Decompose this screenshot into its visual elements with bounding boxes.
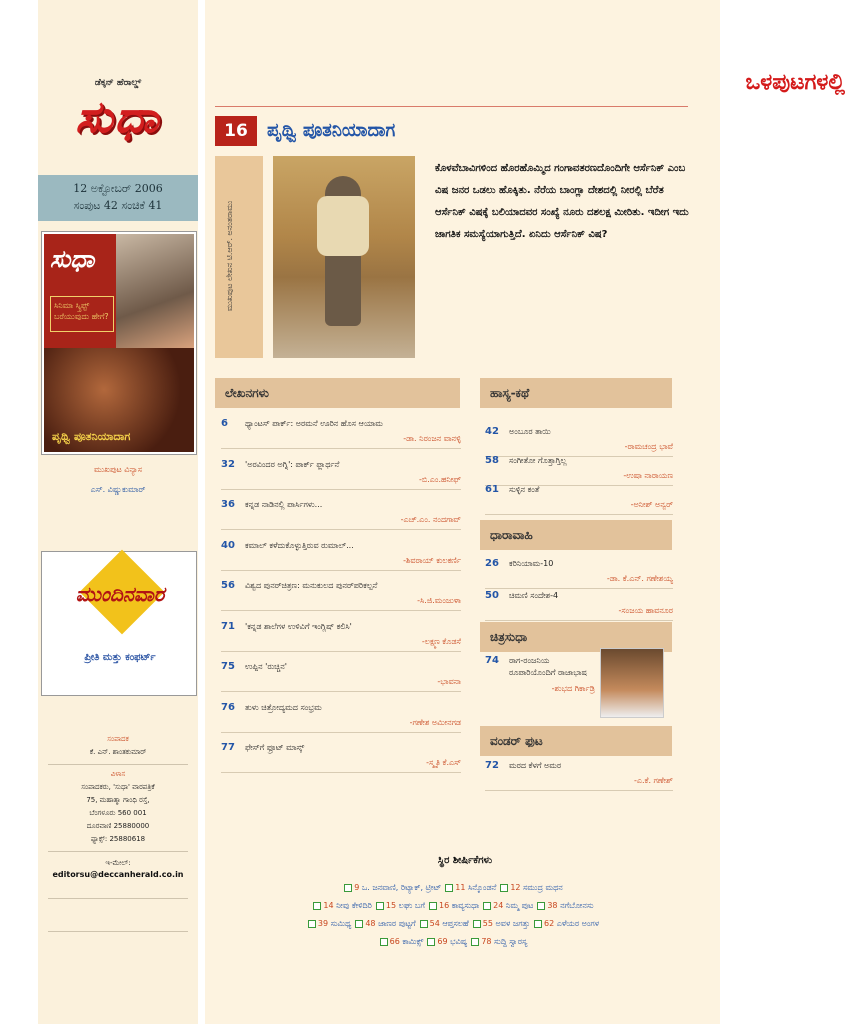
checkbox-icon [313, 902, 321, 910]
sthira-item[interactable] [416, 919, 469, 928]
feature-photo [273, 156, 415, 358]
entry-author: -ಡಾ. ನಿರಂಜನ ವಾನಳ್ಳಿ [403, 434, 461, 443]
address-line: ಸಂಪಾದಕರು, 'ಸುಧಾ' ವಾರಪತ್ರಿಕೆ [81, 783, 155, 791]
entry-rule [485, 588, 673, 589]
sthira-name: ನಿಮ್ಮ ಪುಟ [505, 901, 534, 910]
entry-page: 32 [221, 458, 235, 470]
email-link[interactable]: editorsu@deccanherald.co.in [52, 870, 184, 879]
entry-title: ಉಪ್ಪಿನ 'ರುಚ್ಚಿನ' [245, 662, 287, 671]
entry-page: 72 [485, 760, 499, 771]
checkbox-icon [308, 920, 316, 928]
sthira-item[interactable] [372, 901, 425, 910]
section-lekhana-head: ಲೇಖನಗಳು [215, 378, 460, 408]
editor-label: ಸಂಪಾದಕ [107, 735, 129, 743]
sthira-item[interactable] [423, 937, 467, 946]
entry-title: ಫೇಸ್‌ಗೆ ಫ್ರೂಟ್ ಮಾಸ್ಕ್ [245, 743, 305, 752]
sthira-line [215, 900, 688, 912]
checkbox-icon [483, 902, 491, 910]
section-chitra-head: ಚಿತ್ರಸುಧಾ [480, 622, 672, 652]
toc-entry[interactable] [221, 499, 461, 530]
issue-date: 12 ಅಕ್ಟೋಬರ್ 2006 [73, 182, 163, 195]
toc-entry[interactable] [485, 558, 673, 589]
entry-title: ವಿಶ್ವದ ಪುನರ್‌ಚಿತ್ರಣ: ಮನುಕುಲದ ಪುನರ್‌ಪರಿಕಲ್ಪನೆ [245, 581, 378, 590]
toc-entry[interactable] [221, 418, 461, 449]
entry-page: 40 [221, 539, 235, 551]
entry-rule [221, 529, 461, 530]
cover-title: ಪೃಥ್ವಿ ಪೂತನಿಯಾದಾಗ [52, 430, 131, 443]
toc-entry[interactable] [485, 760, 673, 791]
entry-rule [221, 489, 461, 490]
feature-byline-band [215, 156, 263, 358]
sthira-name: ಕಾವ್ಯಸುಧಾ [451, 901, 480, 910]
sthira-name: ಎಳೆಯರ ಅಂಗಳ [556, 919, 600, 928]
main-contents [205, 0, 845, 1024]
address-line: ದೂರವಾಣಿ 25880000 [86, 822, 150, 830]
entry-title: ಕನ್ನಡ ನಾಡಿನಲ್ಲಿ ಪಾರ್ಸಿಗಳು... [245, 500, 323, 509]
checkbox-icon [473, 920, 481, 928]
feature-title[interactable]: ಪೃಥ್ವಿ ಪೂತನಿಯಾದಾಗ [267, 120, 396, 141]
toc-entry[interactable] [485, 426, 673, 457]
email-label: ಇ-ಮೇಲ್: [105, 859, 131, 867]
entry-author: -ಎ.ಕೆ. ಗಣೇಶ್ [633, 776, 673, 785]
checkbox-icon [429, 902, 437, 910]
editor-name: ಕೆ. ಎನ್. ಶಾಂತಕುಮಾರ್ [89, 748, 147, 756]
sthira-item[interactable] [479, 901, 533, 910]
sthira-page: 66 [389, 937, 400, 946]
sthira-page: 11 [455, 883, 466, 892]
toc-entry[interactable] [221, 702, 461, 733]
page-title: ಒಳಪುಟಗಳಲ್ಲಿ [745, 70, 845, 95]
entry-title: ಸುಳ್ಳಿನ ಕಂತೆ [509, 485, 540, 494]
sthira-page: 14 [323, 901, 334, 910]
sthira-line [215, 918, 688, 930]
toc-entry[interactable] [221, 459, 461, 490]
toc-entry[interactable] [485, 484, 673, 515]
feature-summary: ಕೊಳವೆಬಾವಿಗಳಿಂದ ಹೊರಹೊಮ್ಮಿದ ಗಂಗಾವತರಣದೊಂದಿಗೇ ಆರ್ಸೆನಿಕ್ ಎಂಬ ವಿಷ ಜನರ ಒಡಲು ಹೊಕ್ಕಿತು. ನೆರೆಯ ಬಾಂಗ್ಲಾ ದೇಶದಲ್ಲಿ ನೀರಲ್ಲಿ ಬೆರೆತ ಆರ್ಸೆನಿಕ್ ವಿಷಕ್ಕೆ ಬಲಿಯಾದವರ ಸಂಖ್ಯೆ ನೂರು ದಶಲಕ್ಷ ಮೀರಿತು. ಇದೀಗ ಇದು ಜಾಗತಿಕ ಸಮಸ್ಯೆಯಾಗುತ್ತಿದೆ. ಏನಿದು ಆರ್ಸೆನಿಕ್ ವಿಷ? [435, 163, 689, 240]
sthira-name: ನಗೆಬೋನಸು [560, 901, 594, 910]
checkbox-icon [537, 902, 545, 910]
sthira-line [215, 882, 688, 894]
ad-subtitle: ಪ್ರೀತಿ ಮತ್ತು ಕಂಫರ್ಟ್ [84, 652, 156, 663]
entry-page: 50 [485, 590, 499, 601]
entry-page: 71 [221, 620, 235, 632]
section-wonder-head: ವಂಡರ್ ಫುಟ [480, 726, 672, 756]
sthira-page: 16 [438, 901, 450, 910]
checkbox-icon [355, 920, 363, 928]
entry-page: 75 [221, 661, 235, 672]
sthira-page: 62 [544, 919, 555, 928]
sthira-name: ಜಾಣರ ಪುಟ್ಟಗೆ [378, 919, 416, 928]
entry-author: -ಸ್ಮೃತಿ ಕೆ.ಎಸ್ [426, 758, 461, 767]
toc-entry[interactable] [221, 621, 461, 652]
sthira-name: ನೀವು ಕೇಳಿದಿರಿ [336, 901, 372, 910]
sthira-line [215, 936, 688, 948]
photo-shawl [317, 196, 369, 256]
entry-title: ಮರದ ಕೆಳಗೆ ಅಮರ [509, 761, 562, 770]
entry-page: 76 [221, 701, 235, 713]
toc-entry[interactable] [221, 580, 461, 611]
sthira-name: ಭವಿಷ್ಯ [450, 937, 468, 946]
checkbox-icon [380, 938, 388, 946]
entry-author: -ಎಚ್.ಎಂ. ನಂದಗಾವ್ [400, 515, 461, 524]
contact-block [48, 735, 188, 879]
checkbox-icon [471, 938, 479, 946]
entry-author: -ರಾಮಚಂದ್ರ ಭಾವೆ [624, 442, 673, 451]
sthira-item[interactable] [496, 883, 562, 892]
cover-thumbnail[interactable] [41, 231, 197, 455]
section-dharavahi-head: ಧಾರಾವಾಹಿ [480, 520, 672, 550]
address-label: ವಿಳಾಸ [110, 770, 126, 778]
sthira-page: 55 [482, 919, 493, 928]
cover-credit-name: ಎಸ್. ವಿಷ್ಣುಕುಮಾರ್ [90, 485, 146, 494]
masthead [38, 78, 198, 170]
chitra-entry[interactable] [485, 655, 595, 694]
sthira-item[interactable] [340, 883, 441, 892]
entry-author: -ಲಕ್ಷ್ಮಣ ಕೊಡಸೆ [421, 636, 461, 646]
divider [48, 851, 188, 852]
entry-rule [485, 620, 673, 621]
divider [48, 931, 188, 932]
cover-credit-label: ಮುಖಪುಟ ವಿನ್ಯಾಸ [93, 465, 143, 474]
cover-top [44, 234, 194, 348]
sthira-name: ಕಾಮಿಕ್ಸ್ [402, 937, 424, 946]
sthira-name: ಸಮುದ್ರ ಮಥನ [523, 883, 563, 892]
sthira-name: ಸುಮಿಥ್ಯ [330, 919, 352, 928]
entry-page: 74 [485, 655, 499, 666]
sthira-item[interactable] [530, 919, 599, 928]
entry-rule [485, 790, 673, 791]
cover-teaser: ಸಿನಿಮಾ ಸ್ಕ್ರಿಪ್ಟ್ ಬರೆಯುವುದು ಹೇಗೆ? [50, 296, 114, 332]
sthira-page: 9 [354, 883, 360, 892]
next-week-ad[interactable] [41, 551, 197, 696]
entry-page: 26 [485, 558, 499, 569]
checkbox-icon [500, 884, 508, 892]
entry-rule [221, 570, 461, 571]
toc-entry[interactable] [221, 540, 461, 571]
checkbox-icon [534, 920, 542, 928]
logo-sub: ಡೆಕ್ಕನ್ ಹೆರಾಲ್ಡ್ [94, 78, 142, 88]
sthira-title: ಸ್ಥಿರ ಶೀರ್ಷಿಕೆಗಳು [437, 855, 493, 866]
address-line: ಫ್ಯಾಕ್ಸ್: 25880618 [90, 835, 146, 843]
entry-page: 42 [485, 426, 499, 437]
sthira-page: 12 [510, 883, 521, 892]
entry-page: 56 [221, 580, 235, 591]
sthira-item[interactable] [467, 937, 527, 946]
title-rule [215, 106, 688, 107]
entry-rule [221, 610, 461, 611]
entry-title: ಥ್ಯಾಂಟಸ್ ಪಾರ್ಕ್: ಅರಮನೆ ಊರಿನ ಹೊಸ ಆಯಾಮ [245, 419, 383, 428]
entry-author: -ಶುಭದ ಗಿರ್ಕಾಡ್ರಿ [551, 684, 595, 693]
entry-author: -ಬಿ.ಎಂ.ಹನೀಫ್ [418, 474, 461, 484]
cover-photo-faces [44, 348, 194, 452]
entry-rule [221, 691, 461, 692]
issue-volume: ಸಂಪುಟ 42 ಸಂಚಿಕೆ 41 [73, 199, 163, 212]
entry-rule [485, 514, 673, 515]
entry-rule [221, 651, 461, 652]
address-line: 75, ಮಹಾತ್ಮಾ ಗಾಂಧಿ ರಸ್ತೆ, [86, 796, 150, 804]
sthira-name: ಒ. ಜನವಾಣಿ, ರಿಟ್ಯಾಕ್, ಟ್ರೀಟ್ [361, 883, 442, 892]
sthira-item[interactable] [309, 901, 372, 910]
entry-rule [221, 448, 461, 449]
sthira-name: ಅವಳ ಜಗತ್ತು [495, 919, 530, 928]
entry-title: 'ಅರವಿಂದರ ಅಗ್ನಿ': ಪಾರ್ಕ್ ಫ್ಲಾರ್ಥನೆ [245, 459, 340, 469]
feature-byline: ಮುಖಪುಟ ಲೇಖನ ಟಿ.ಆರ್. ಅನಂತರಾಮು [225, 200, 234, 312]
checkbox-icon [376, 902, 384, 910]
chitra-photo [600, 648, 664, 718]
entry-title: ರಾಗ-ರಂಜನಿಯ ರೂಪಾರಿಯೊಂದಿಗೆ ರಾಜಾಭಾಷ [509, 656, 587, 677]
toc-entry[interactable] [221, 742, 461, 773]
checkbox-icon [344, 884, 352, 892]
entry-page: 77 [221, 742, 235, 753]
entry-title: ಕಮಾಲ್ ಕಳೆದುಕೊಳ್ಳುತ್ತಿರುವ ರುಮಾಲ್... [245, 540, 354, 550]
entry-title: 'ಕನ್ನಡ ಶಾಲೆಗಳ ಉಳಿವಿಗೆ ಇಂಗ್ಲಿಷ್ ಕಲಿಸಿ' [245, 621, 352, 631]
sthira-item[interactable] [351, 919, 415, 928]
entry-page: 61 [485, 484, 499, 495]
sthira-item[interactable] [533, 901, 593, 910]
sthira-name: ಆಪ್ತಸಲಹೆ [442, 919, 469, 928]
entry-title: ಕರಿನಿಯಾಮ-10 [509, 559, 554, 568]
sudha-logo: ಸುಧಾ [75, 92, 161, 143]
entry-author: -ಉಷಾ ನಾರಾಯಣ [623, 471, 673, 480]
sthira-item[interactable] [304, 919, 351, 928]
toc-entry[interactable] [485, 590, 673, 621]
ad-title: ಮುಂದಿನವಾರ [75, 582, 165, 606]
toc-entry[interactable] [485, 455, 673, 486]
entry-title: ಚಿಮಣಿ ಸಂದೇಶ-4 [509, 591, 559, 600]
entry-author: -ಶಿವರಾಯ್ ಕುಲಕರ್ಣಿ [403, 555, 461, 565]
entry-title: ತುಳು ಚಿತ್ರೋದ್ಯಮದ ಸಂಭ್ರಮ [245, 702, 322, 712]
divider [48, 898, 188, 899]
entry-author: -ಭಾವನಾ [437, 677, 461, 686]
checkbox-icon [427, 938, 435, 946]
entry-rule [221, 732, 461, 733]
divider [48, 764, 188, 765]
issue-info [38, 175, 198, 221]
sthira-item[interactable] [425, 901, 479, 910]
sthira-page: 38 [547, 901, 558, 910]
sthira-item[interactable] [441, 883, 496, 892]
sthira-page: 78 [481, 937, 492, 946]
checkbox-icon [420, 920, 428, 928]
sthira-page: 15 [385, 901, 397, 910]
entry-page: 6 [221, 418, 228, 429]
entry-page: 36 [221, 499, 235, 510]
sthira-page: 24 [493, 901, 504, 910]
entry-author: -ಸಂಜಯ ಹಾವನೂರ [618, 606, 673, 615]
sthira-item[interactable] [376, 937, 424, 946]
feature-page-number: 16 [215, 116, 257, 146]
sthira-name: ಲಘು ಬಗೆ [398, 901, 425, 910]
sthira-page: 39 [317, 919, 329, 928]
sthira-page: 69 [437, 937, 448, 946]
entry-author: -ಡಾ. ಕೆ.ಎನ್. ಗಣೇಶಯ್ಯ [606, 574, 673, 583]
entry-title: ಅಂಬೂರ ತಾಯಿ [509, 427, 551, 436]
sidebar [38, 0, 198, 1024]
checkbox-icon [445, 884, 453, 892]
sthira-page: 48 [365, 919, 376, 928]
cover-logo: ಸುಧಾ [50, 244, 95, 273]
sthira-name: ಸಿನ್ಕೊಂಡನೆ [468, 883, 497, 892]
sthira-page: 54 [429, 919, 440, 928]
section-hasya-head: ಹಾಸ್ಯ-ಕಥೆ [480, 378, 672, 408]
cover-photo-woman-child [116, 234, 194, 348]
address-line: ಬೆಂಗಳೂರು 560 001 [89, 809, 147, 817]
sthira-name: ಸುದ್ದಿ ಸ್ವಾರಸ್ಯ [494, 937, 528, 946]
entry-author: -ಗಣೇಶ ಅಮೀನಗಡ [409, 717, 461, 727]
entry-author: -ಅನೀಶ್ ಅನ್ವರ್ [630, 500, 673, 509]
entry-title: ಸಂಗೀತೋ ಗೊತ್ತಾಗ್ತಿಲ್ಲ [509, 456, 567, 465]
entry-rule [221, 772, 461, 773]
entry-author: -ಸಿ.ಜಿ.ಮಂಜುಳಾ [417, 596, 461, 605]
toc-entry[interactable] [221, 661, 461, 692]
sthira-item[interactable] [469, 919, 530, 928]
entry-page: 58 [485, 455, 499, 466]
